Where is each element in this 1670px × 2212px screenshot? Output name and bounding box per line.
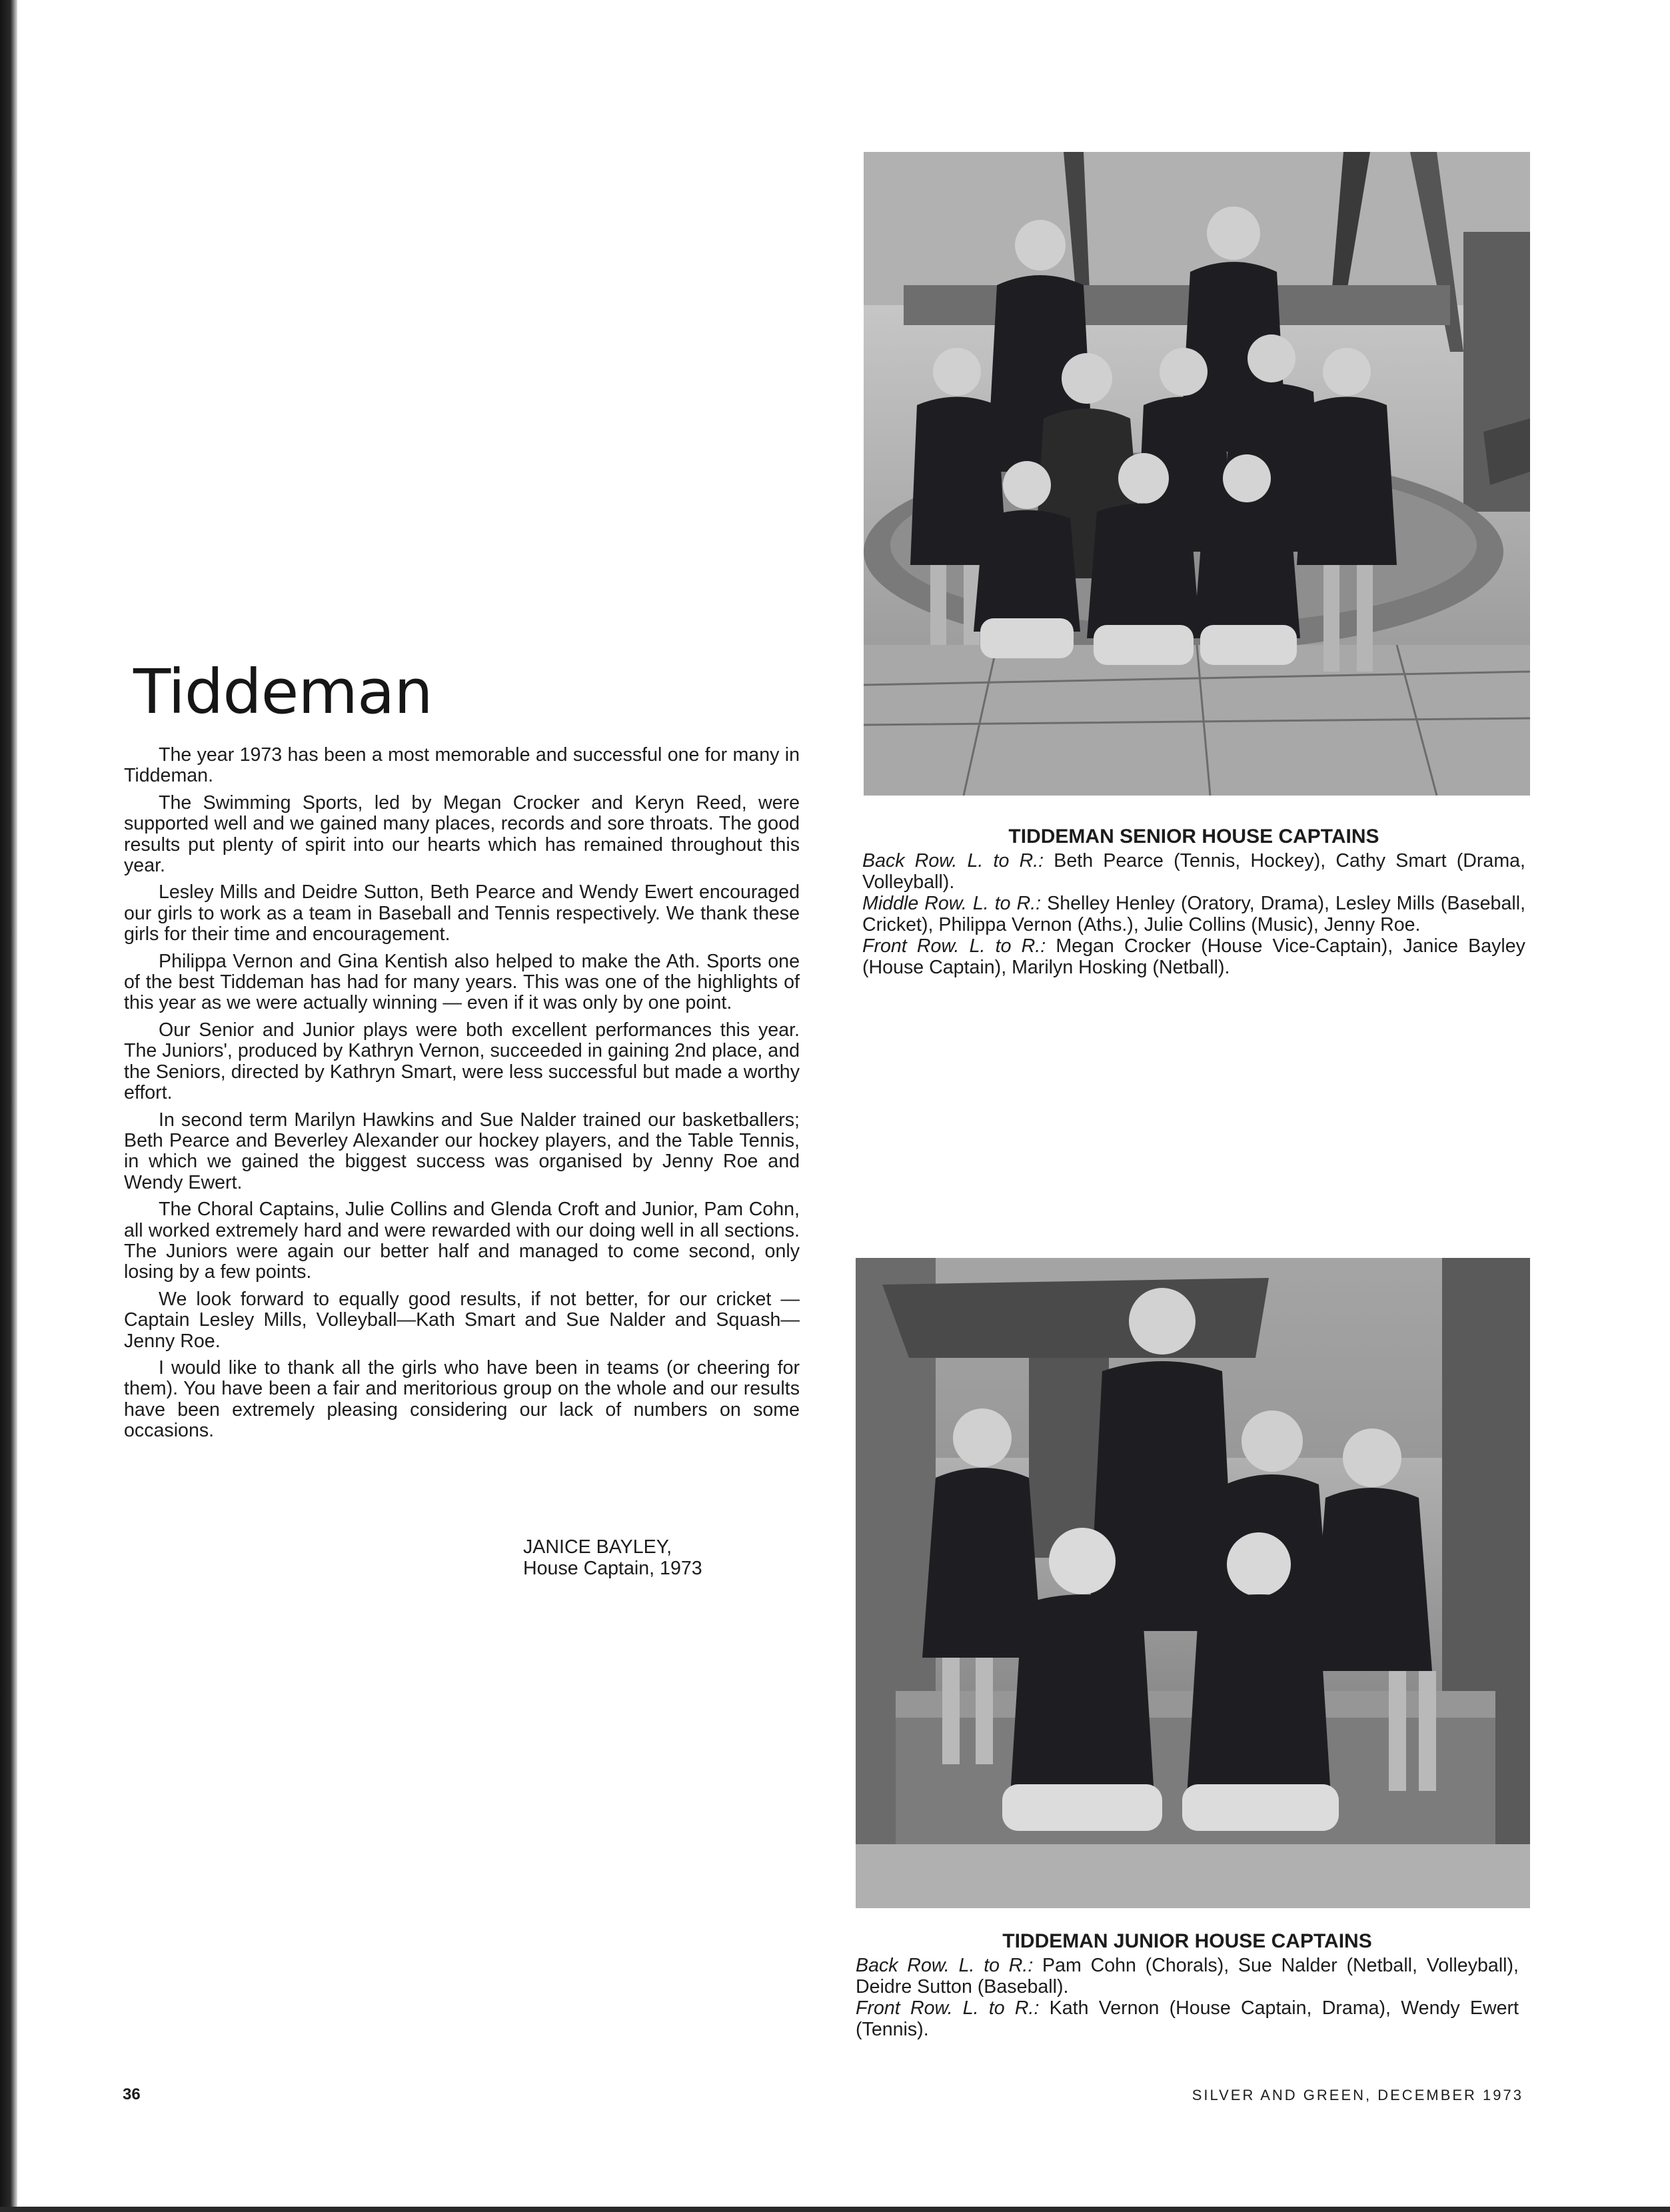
junior-house-captains-photo — [856, 1258, 1530, 1908]
page-number: 36 — [123, 2085, 141, 2103]
row-names: Pam Cohn (Chorals), Sue Nalder (Netball, Volleyball), Deidre Sutton (Baseball). — [856, 1955, 1519, 1997]
article-body — [124, 745, 800, 1448]
row-lead: Back Row. L. to R.: — [856, 1955, 1034, 1976]
junior-photo-illustration — [856, 1258, 1530, 1908]
article-paragraph: Lesley Mills and Deidre Sutton, Beth Pearce and Wendy Ewert encouraged our girls to work as a team in Baseball and Tennis respectively. We thank these girls for their time and encouragement. — [124, 881, 800, 945]
row-names: Beth Pearce (Tennis, Hockey), Cathy Smart (Drama, Volleyball). — [862, 850, 1525, 893]
senior-caption-row — [862, 935, 1525, 978]
senior-photo-illustration — [864, 152, 1530, 796]
senior-photo-caption — [862, 826, 1525, 978]
article-signoff — [523, 1536, 702, 1579]
junior-photo-caption — [856, 1931, 1519, 2040]
scan-border-bottom — [0, 2207, 1670, 2212]
article-paragraph: Our Senior and Junior plays were both excellent performances this year. The Juniors', produced by Kathryn Vernon, succeeded in gaining 2nd place, and the Seniors, directed by Kathryn Smart, were less successful but made a worthy effort. — [124, 1019, 800, 1104]
row-lead: Front Row. L. to R.: — [862, 935, 1046, 957]
article-paragraph: The Swimming Sports, led by Megan Crocker and Keryn Reed, were supported well and we gained many places, records and sore throats. The good results put plenty of spirit into our hearts which has remained throughout this year. — [124, 792, 800, 877]
article-paragraph: The year 1973 has been a most memorable and successful one for many in Tiddeman. — [124, 744, 800, 787]
signoff-name: JANICE BAYLEY, — [523, 1536, 672, 1558]
article-paragraph: We look forward to equally good results, if not better, for our cricket — Captain Lesley Mills, Volleyball—Kath Smart and Sue Nalder and Squash—Jenny Roe. — [124, 1288, 800, 1352]
row-lead: Front Row. L. to R.: — [856, 1997, 1040, 2019]
junior-caption-row — [856, 1955, 1519, 1997]
junior-caption-title: TIDDEMAN JUNIOR HOUSE CAPTAINS — [1002, 1930, 1372, 1952]
running-footer: SILVER AND GREEN, DECEMBER 1973 — [1192, 2087, 1523, 2103]
row-lead: Back Row. L. to R.: — [862, 850, 1044, 871]
senior-caption-row — [862, 850, 1525, 893]
senior-caption-row — [862, 893, 1525, 935]
row-lead: Middle Row. L. to R.: — [862, 893, 1042, 914]
article-paragraph: Philippa Vernon and Gina Kentish also helped to make the Ath. Sports one of the best Tiddeman has had for many years. This was one of the highlights of this year as we were actually winning — even if it was only by one point. — [124, 950, 800, 1014]
scan-border-left — [0, 0, 17, 2212]
page-title: Tiddeman — [133, 656, 432, 728]
junior-caption-row — [856, 1997, 1519, 2040]
article-paragraph: In second term Marilyn Hawkins and Sue Nalder trained our basketballers; Beth Pearce and Beverley Alexander our hockey players, and the Table Tennis, in which we gained the biggest success was organised by Jenny Roe and Wendy Ewert. — [124, 1109, 800, 1193]
signoff-role: House Captain, 1973 — [523, 1558, 702, 1579]
senior-caption-title: TIDDEMAN SENIOR HOUSE CAPTAINS — [1008, 826, 1379, 847]
senior-house-captains-photo — [864, 152, 1530, 796]
row-names: Megan Crocker (House Vice-Captain), Janice Bayley (House Captain), Marilyn Hosking (Netball). — [862, 935, 1525, 978]
row-names: Shelley Henley (Oratory, Drama), Lesley Mills (Baseball, Cricket), Philippa Vernon (Aths.), Julie Collins (Music), Jenny Roe. — [862, 893, 1526, 935]
row-names: Kath Vernon (House Captain, Drama), Wendy Ewert (Tennis). — [856, 1997, 1519, 2040]
article-paragraph: The Choral Captains, Julie Collins and Glenda Croft and Junior, Pam Cohn, all worked extremely hard and were rewarded with our doing well in all sections. The Juniors were again our better half and managed to come second, only losing by a few points. — [124, 1199, 800, 1283]
article-paragraph: I would like to thank all the girls who have been in teams (or cheering for them). You have been a fair and meritorious group on the whole and our results have been extremely pleasing considering our lack of numbers on some occasions. — [124, 1357, 800, 1442]
